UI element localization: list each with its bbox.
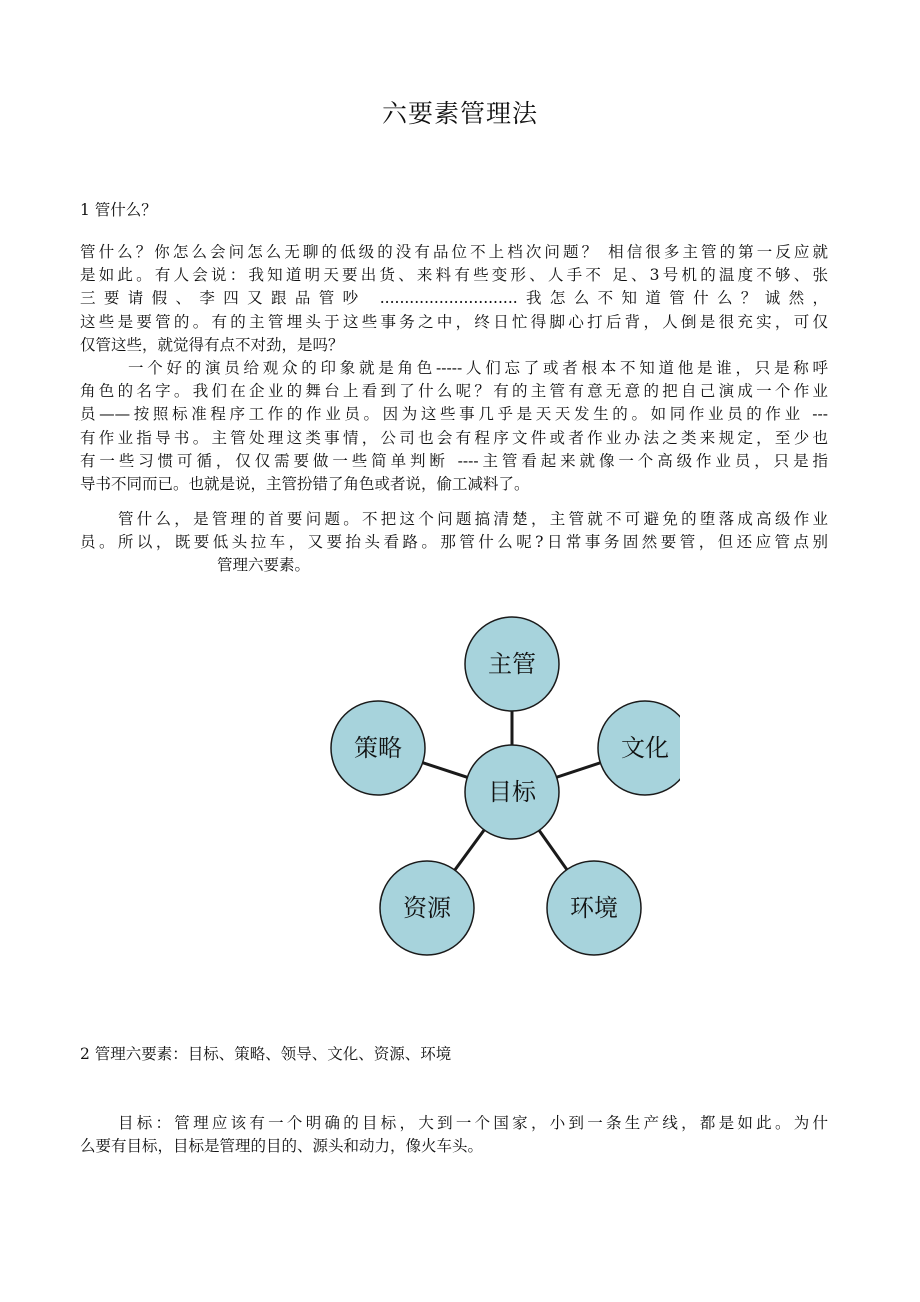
- text-line: 管什么？你怎么会问怎么无聊的低级的没有品位不上档次问题？ 相信很多主管的第一反应就: [80, 243, 828, 261]
- section-1-paragraph-2: [80, 357, 828, 496]
- text-line: 有一些习惯可循，仅仅需要做一些简单判断 ----主管看起来就像一个高级作业员，只是指: [80, 451, 828, 470]
- text-line: 导书不同而已。也就是说，主管扮错了角色或者说，偷工减料了。: [80, 474, 530, 493]
- text-line: 么要有目标，目标是管理的目的、源头和动力，像火车头。: [80, 1137, 484, 1156]
- node-supervisor-label: 主管: [488, 650, 536, 678]
- six-elements-diagram: [320, 612, 680, 987]
- diagram-svg: [320, 612, 680, 987]
- text-line: 仅管这些，就觉得有点不对劲，是吗？: [80, 335, 344, 354]
- node-resources-label: 资源: [403, 894, 451, 922]
- text-line: 三要请假、李四又跟品管吵 ............................我怎么不知道管什么？诚然，: [80, 289, 828, 308]
- node-strategy-label: 策略: [354, 734, 402, 762]
- section-1-paragraph-1: [80, 241, 828, 357]
- section-2-heading: 2 管理六要素：目标、策略、领导、文化、资源、环境: [80, 1045, 452, 1063]
- node-environment-label: 环境: [570, 894, 618, 922]
- text-line: 员——按照标准程序工作的作业员。因为这些事几乎是天天发生的。如同作业员的作业 ---: [80, 405, 828, 424]
- text-line: 一个好的演员给观众的印象就是角色-----人们忘了或者根本不知道他是谁，只是称呼: [128, 359, 828, 377]
- text-line: 角色的名字。我们在企业的舞台上看到了什么呢？有的主管有意无意的把自己演成一个作业: [80, 382, 828, 401]
- text-line: 有作业指导书。主管处理这类事情，公司也会有程序文件或者作业办法之类来规定，至少也: [80, 428, 828, 447]
- text-line: 目标：管理应该有一个明确的目标，大到一个国家，小到一条生产线，都是如此。为什: [118, 1114, 828, 1132]
- text-line: 是如此。有人会说：我知道明天要出货、来料有些变形、人手不 足、3号机的温度不够、张: [80, 266, 828, 285]
- section-1-paragraph-3: [80, 508, 828, 578]
- diagram-nodes: [331, 617, 680, 955]
- text-line: 管什么，是管理的首要问题。不把这个问题搞清楚，主管就不可避免的堕落成高级作业: [118, 510, 828, 528]
- text-line: 员。所以，既要低头拉车，又要抬头看路。那管什么呢?日常事务固然要管，但还应管点别: [80, 533, 828, 552]
- text-line: 管理六要素。: [217, 556, 311, 575]
- section-1-heading: 1 管什么？: [80, 201, 157, 219]
- section-2-paragraph-1: [80, 1112, 828, 1158]
- text-line: 这些是要管的。有的主管埋头于这些事务之中，终日忙得脚心打后背，人倒是很充实，可仅: [80, 312, 828, 331]
- node-goal-center-label: 目标: [488, 778, 536, 806]
- page-title: 六要素管理法: [381, 99, 538, 128]
- node-culture-label: 文化: [621, 734, 669, 762]
